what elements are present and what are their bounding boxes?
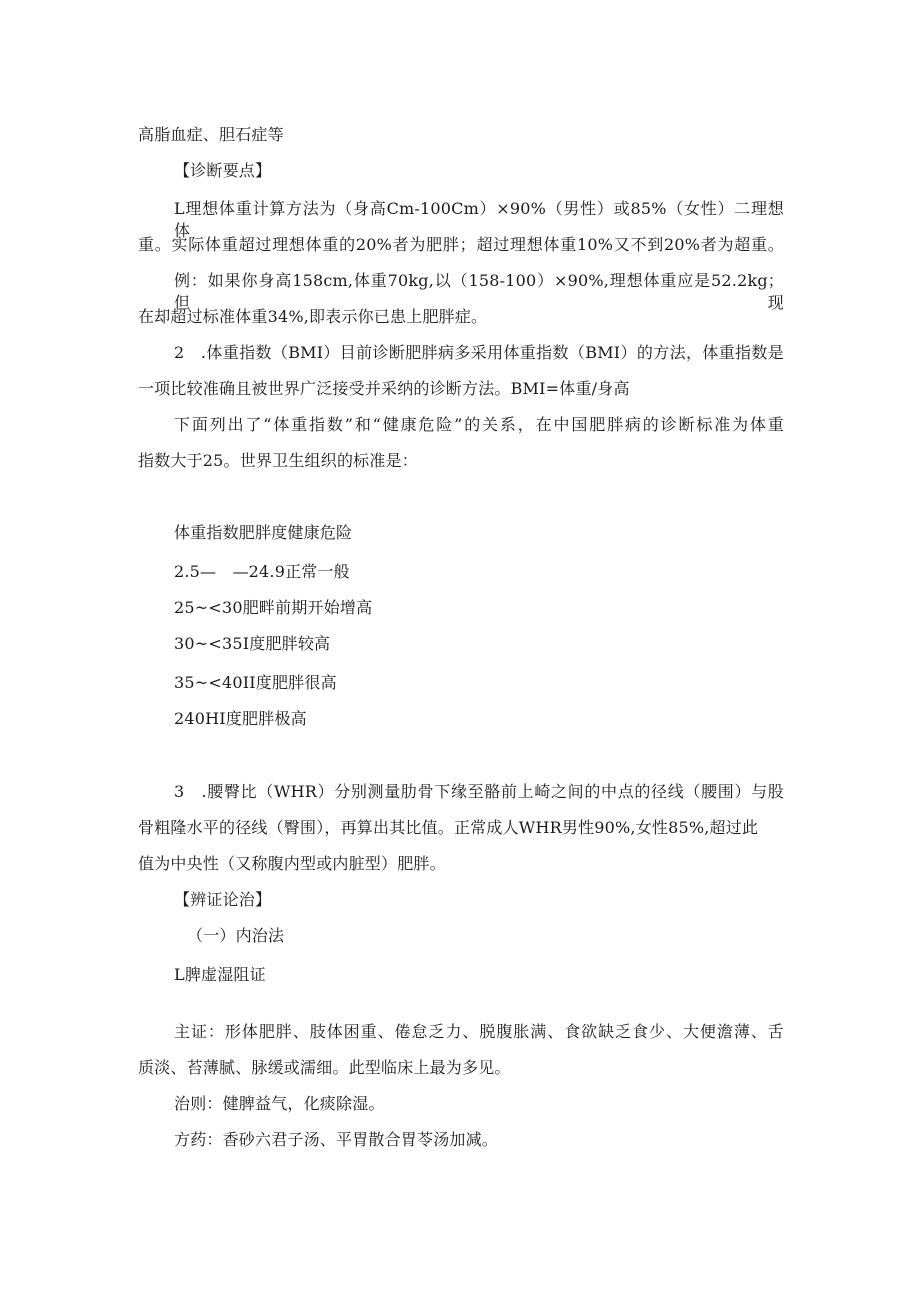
text-line-18: 骨粗隆水平的径线（臀围），再算出其比值。正常成人WHR男性90%,女性85%,超过此 (138, 818, 759, 837)
text-line-17: 3 .腰臀比（WHR）分别测量肋骨下缘至骼前上崎之间的中点的径线（腰围）与股 (174, 782, 784, 801)
text-line-9: 下面列出了“体重指数”和“健康危险”的关系，在中国肥胖病的诊断标准为体重 (174, 415, 784, 434)
text-line-1: 高脂血症、胆石症等 (138, 125, 284, 144)
section-heading-diagnosis: 【诊断要点】 (174, 161, 272, 180)
bmi-table-row: 30~<35I度肥胖较高 (174, 634, 331, 653)
section-heading-treatment: 【辨证论治】 (174, 890, 272, 909)
text-line-26: 方药：香砂六君子汤、平胃散合胃苓汤加减。 (174, 1130, 499, 1149)
text-line-3: L理想体重计算方法为（身高Cm-100Cm）×90%（男性）或85%（女性）二理想体 (174, 199, 784, 240)
text-line-24: 质淡、苔薄腻、脉缓或濡细。此型临床上最为多见。 (138, 1058, 511, 1077)
bmi-table-row: 240HI度肥胖极高 (174, 709, 307, 728)
text-line-7: 2 .体重指数（BMI）目前诊断肥胖病多采用体重指数（BMI）的方法，体重指数是 (174, 343, 784, 362)
text-line-25: 治则：健脾益气，化痰除湿。 (174, 1094, 385, 1113)
subsection-heading-internal: （一）内治法 (187, 926, 285, 945)
bmi-table-row: 25~<30肥畔前期开始增高 (174, 598, 373, 617)
text-line-23: 主证：形体肥胖、肢体困重、倦怠乏力、脱腹胀满、食欲缺乏食少、大便澹薄、舌 (174, 1022, 784, 1041)
text-line-4: 重。实际体重超过理想体重的20%者为肥胖；超过理想体重10%又不到20%者为超重。 (138, 235, 784, 254)
bmi-table-row: 35~<40II度肥胖很高 (174, 673, 337, 692)
text-line-8: 一项比较准确且被世界广泛接受并采纳的诊断方法。BMI=体重/身高 (138, 379, 630, 398)
text-line-10: 指数大于25。世界卫生组织的标准是： (138, 451, 418, 470)
syndrome-heading: L脾虚湿阻证 (174, 965, 266, 984)
text-line-19: 值为中央性（又称腹内型或内脏型）肥胖。 (138, 854, 446, 873)
bmi-table-row: 2.5— —24.9正常一般 (174, 562, 350, 581)
text-line-5: 例：如果你身高158cm,体重70kg,以（158-100）×90%,理想体重应是52.2kg；但现 (174, 271, 784, 312)
bmi-table-header: 体重指数肥胖度健康危险 (174, 523, 353, 542)
text-line-6: 在却超过标准体重34%,即表示你已患上肥胖症。 (138, 307, 488, 326)
